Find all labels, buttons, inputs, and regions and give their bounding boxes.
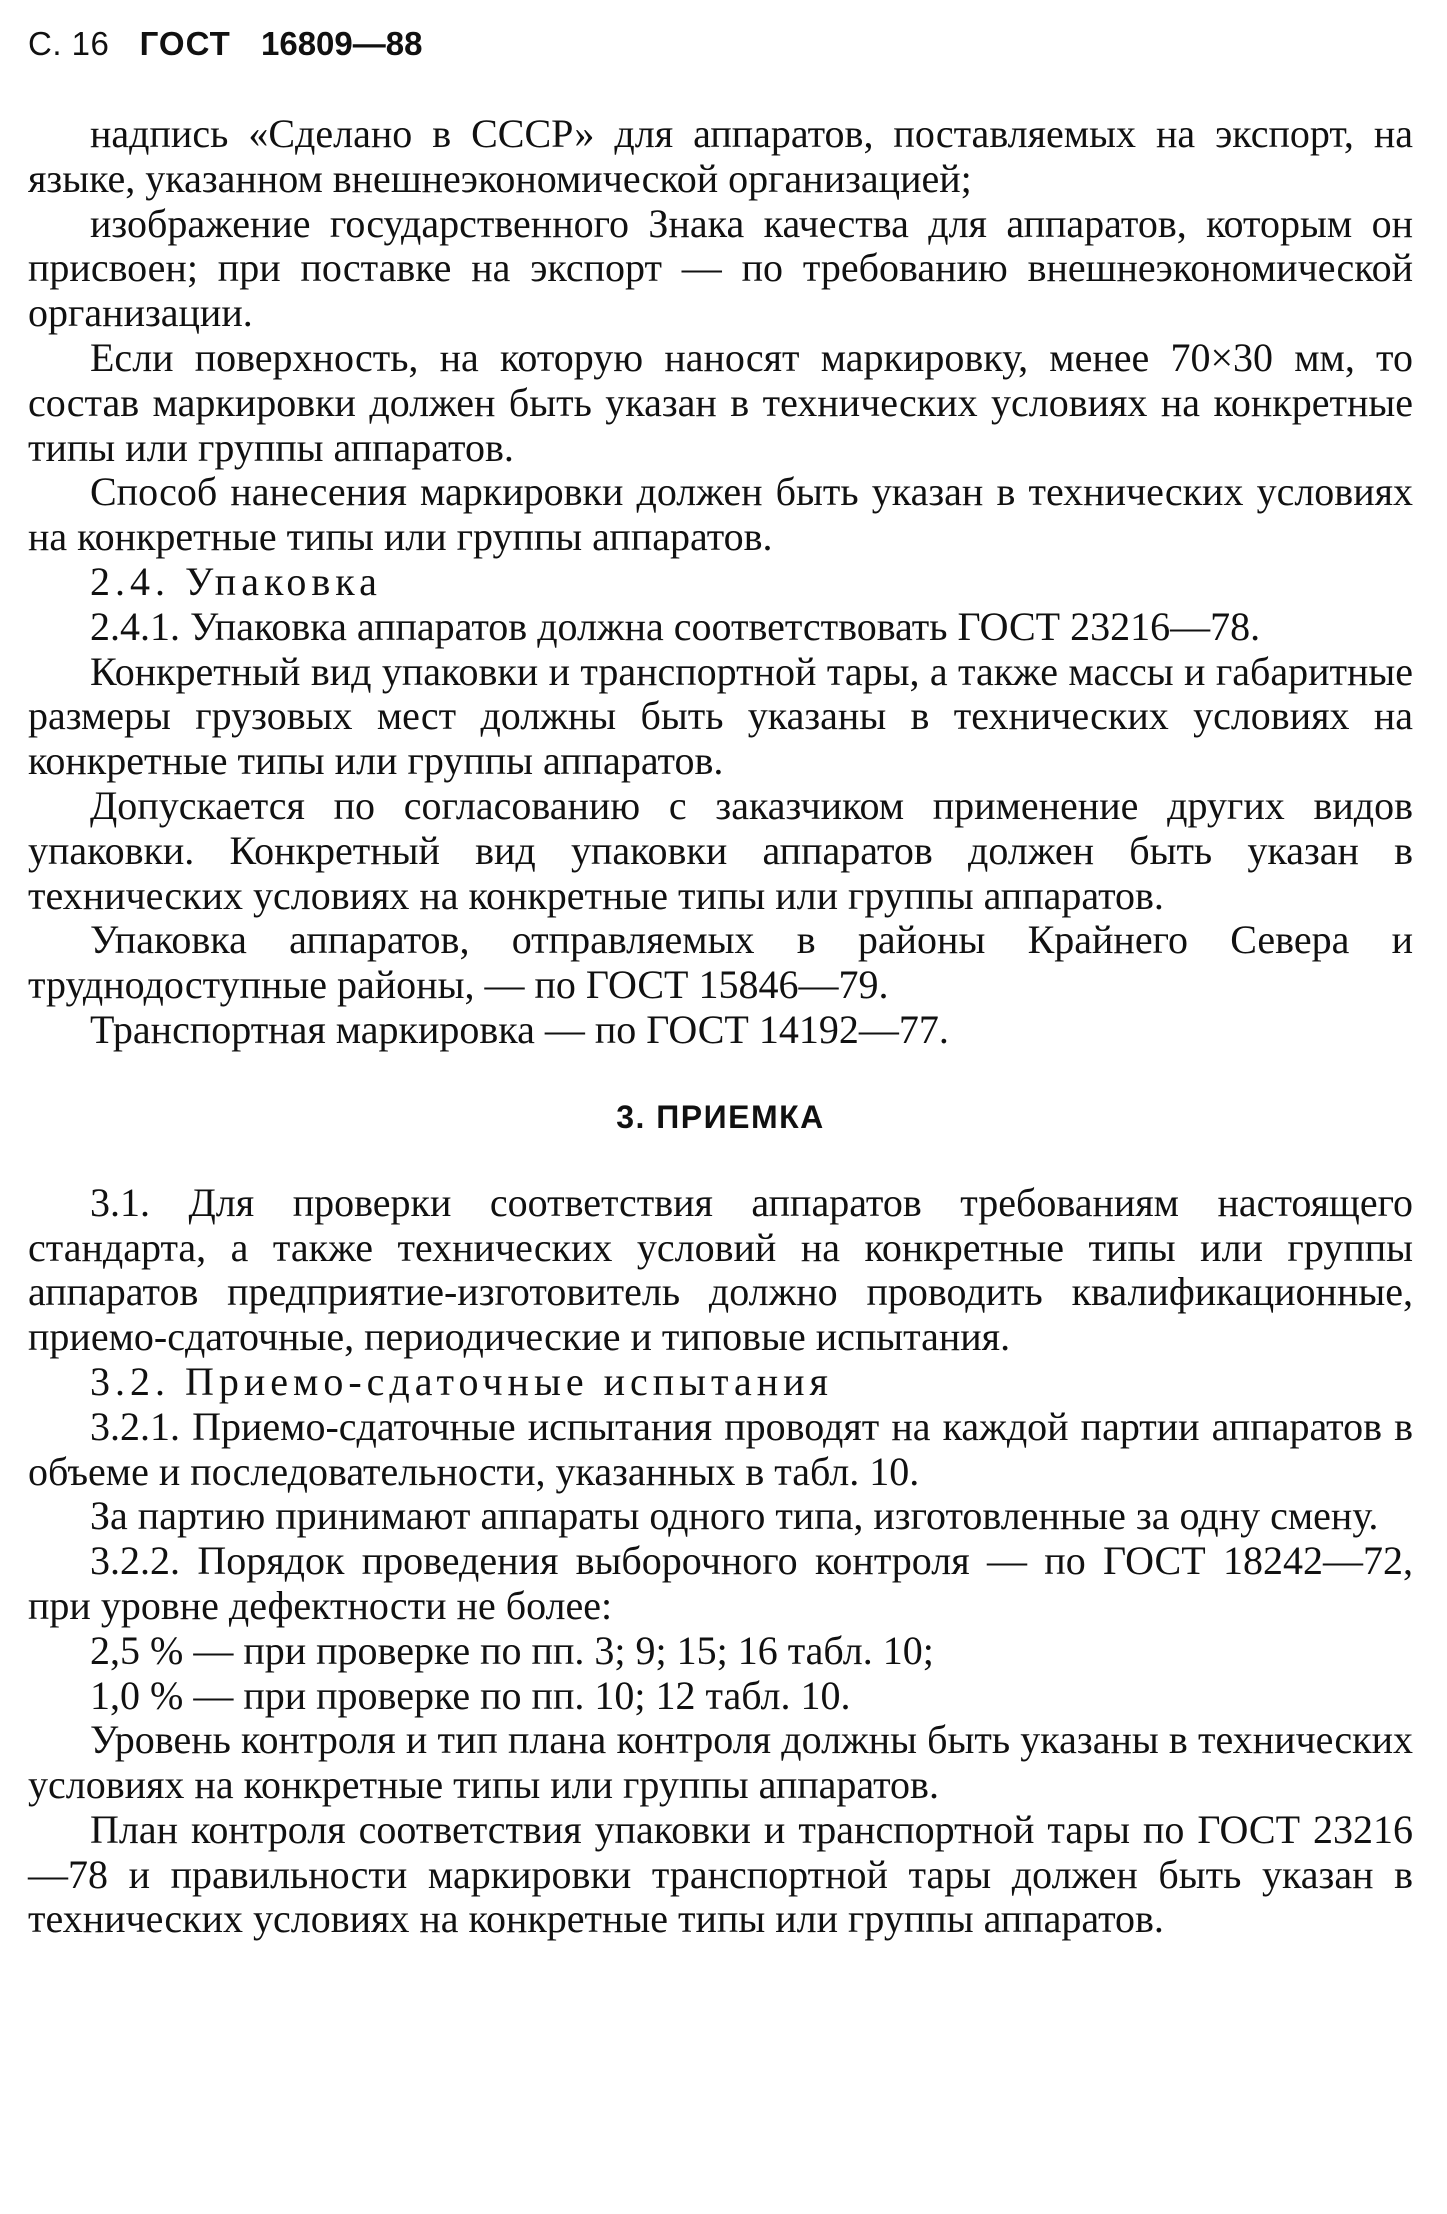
section-title-acceptance: 3. ПРИЕМКА: [616, 1098, 825, 1135]
standard-label: ГОСТ: [139, 25, 231, 62]
page-header: [28, 22, 422, 67]
paragraph-export-inscription: надпись «Сделано в СССР» для аппаратов, поставляемых на экспорт, на языке, указанном внешнеэкономической организацией;: [28, 111, 1413, 201]
standard-number: 16809—88: [260, 25, 423, 62]
paragraph-transport-marking: Транспортная маркировка — по ГОСТ 14192—77.: [90, 1006, 949, 1052]
paragraph-control-plan: План контроля соответствия упаковки и транспортной тары по ГОСТ 23216—78 и правильности маркировки транспортной тары должен быть указан в технических условиях на конкретные типы или группы аппаратов.: [28, 1806, 1413, 1942]
paragraph-3-2-1: 3.2.1. Приемо-сдаточные испытания проводят на каждой партии аппаратов в объеме и последовательности, указанных в табл. 10.: [28, 1403, 1413, 1494]
document-body: [28, 112, 1413, 1942]
subsection-heading-acceptance-tests: 3.2. Приемо-сдаточные испытания: [90, 1358, 833, 1404]
paragraph-3-1: 3.1. Для проверки соответствия аппаратов требованиям настоящего стандарта, а также технических условий на конкретные типы или группы аппаратов предприятие-изготовитель должно проводить квалификационные, приемо-сдаточные, периодические и типовые испытания.: [28, 1179, 1413, 1360]
paragraph-quality-mark: изображение государственного Знака качества для аппаратов, которым он присвоен; при поставке на экспорт — по требованию внешнеэкономической организации.: [28, 200, 1413, 336]
subsection-heading-packing: 2.4. Упаковка: [90, 558, 382, 604]
paragraph-far-north: Упаковка аппаратов, отправляемых в районы Крайнего Севера и труднодоступные районы, — по ГОСТ 15846—79.: [28, 917, 1413, 1008]
paragraph-other-packing: Допускается по согласованию с заказчиком применение других видов упаковки. Конкретный вид упаковки аппаратов должен быть указан в технических условиях на конкретные типы или группы аппаратов.: [28, 782, 1413, 918]
paragraph-control-level: Уровень контроля и тип плана контроля должны быть указаны в технических условиях на конкретные типы или группы аппаратов.: [28, 1717, 1413, 1808]
paragraph-small-surface: Если поверхность, на которую наносят маркировку, менее 70×30 мм, то состав маркировки должен быть указан в технических условиях на конкретные типы или группы аппаратов.: [28, 334, 1413, 470]
paragraph-batch-definition: За партию принимают аппараты одного типа, изготовленные за одну смену.: [90, 1493, 1379, 1539]
page-number: С. 16: [28, 25, 110, 62]
paragraph-marking-method: Способ нанесения маркировки должен быть указан в технических условиях на конкретные типы или группы аппаратов.: [28, 469, 1413, 560]
paragraph-defect-level-1-0: 1,0 % — при проверке по пп. 10; 12 табл. 10.: [90, 1672, 851, 1718]
paragraph-package-type: Конкретный вид упаковки и транспортной тары, а также массы и габаритные размеры грузовых мест должны быть указаны в технических условиях на конкретные типы или группы аппаратов.: [28, 648, 1413, 784]
paragraph-defect-level-2-5: 2,5 % — при проверке по пп. 3; 9; 15; 16 табл. 10;: [90, 1627, 934, 1673]
paragraph-3-2-2: 3.2.2. Порядок проведения выборочного контроля — по ГОСТ 18242—72, при уровне дефектности не более:: [28, 1538, 1413, 1628]
paragraph-2-4-1: 2.4.1. Упаковка аппаратов должна соответствовать ГОСТ 23216—78.: [90, 603, 1261, 649]
